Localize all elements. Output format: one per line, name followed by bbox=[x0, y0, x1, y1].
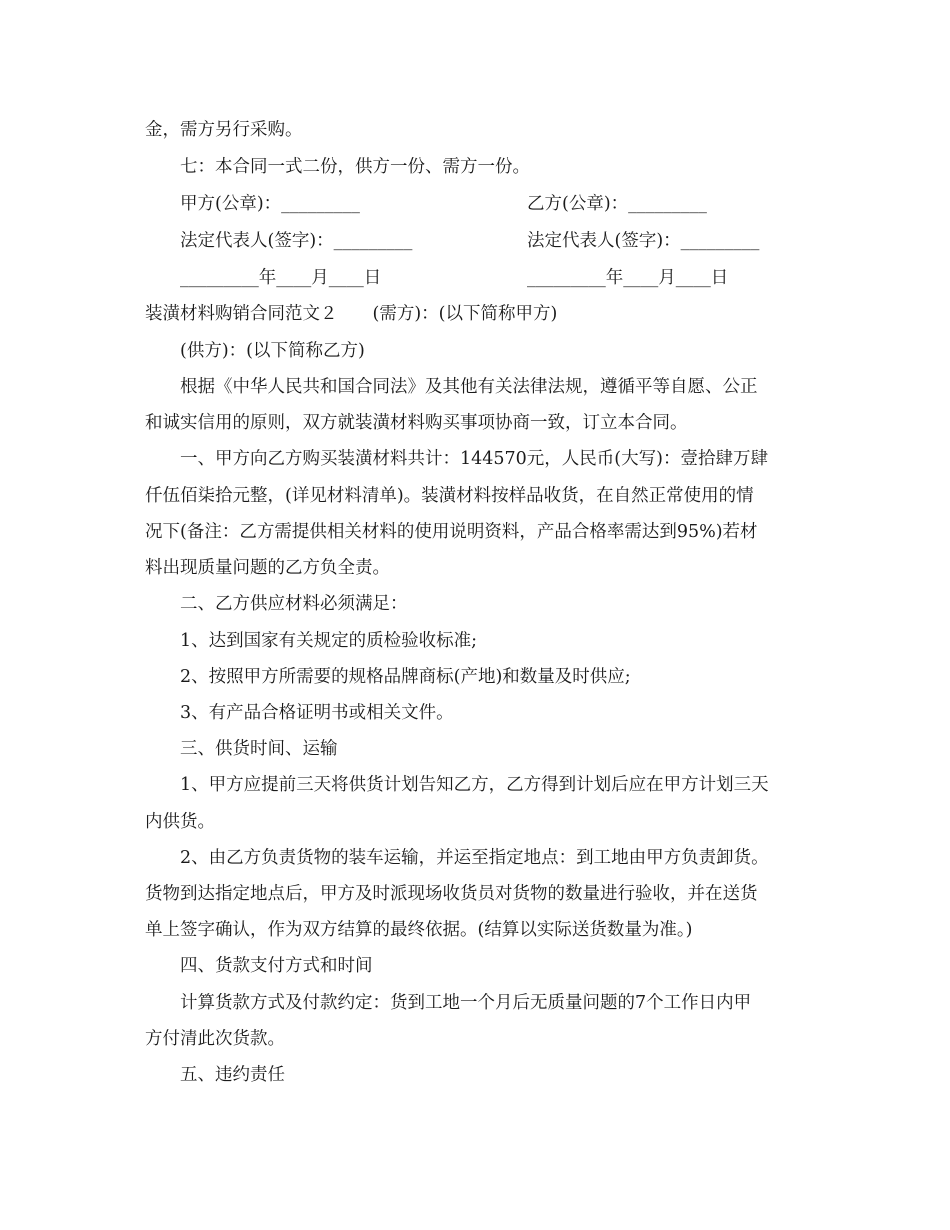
paragraph-line: 仟伍佰柒拾元整，(详见材料清单)。装潢材料按样品收货，在自然正常使用的情 bbox=[145, 486, 754, 506]
section-heading: 四、货款支付方式和时间 bbox=[180, 956, 373, 976]
paragraph-line: 内供货。 bbox=[145, 812, 215, 832]
paragraph-line: 计算货款方式及付款约定：货到工地一个月后无质量问题的7个工作日内甲 bbox=[180, 993, 752, 1013]
paragraph-line: 七：本合同一式二份，供方一份、需方一份。 bbox=[180, 157, 530, 177]
supplier-line: (供方)：(以下简称乙方) bbox=[180, 341, 365, 361]
paragraph-line: 1、甲方应提前三天将供货计划告知乙方，乙方得到计划后应在甲方计划三天 bbox=[180, 775, 769, 795]
party-b-representative-field: 法定代表人(签字)：_________ bbox=[527, 231, 760, 251]
party-b-date-field: _________年____月____日 bbox=[527, 268, 729, 288]
paragraph-line: 货物到达指定地点后，甲方及时派现场收货员对货物的数量进行验收，并在送货 bbox=[145, 884, 758, 904]
list-item: 1、达到国家有关规定的质检验收标准; bbox=[180, 631, 478, 651]
paragraph-line: 单上签字确认，作为双方结算的最终依据。(结算以实际送货数量为准。) bbox=[145, 920, 693, 940]
party-a-seal-field: 甲方(公章)：_________ bbox=[180, 194, 360, 214]
paragraph-line: 根据《中华人民共和国合同法》及其他有关法律法规，遵循平等自愿、公正 bbox=[180, 377, 758, 397]
section-heading: 三、供货时间、运输 bbox=[180, 739, 338, 759]
list-item: 2、按照甲方所需要的规格品牌商标(产地)和数量及时供应; bbox=[180, 667, 631, 687]
contract-heading-line: 装潢材料购销合同范文２ (需方)：(以下简称甲方) bbox=[145, 304, 558, 324]
section-heading: 二、乙方供应材料必须满足： bbox=[180, 594, 408, 614]
paragraph-line: 料出现质量问题的乙方负全责。 bbox=[145, 558, 390, 578]
paragraph-line: 金，需方另行采购。 bbox=[145, 120, 303, 140]
paragraph-line: 2、由乙方负责货物的装车运输，并运至指定地点：到工地由甲方负责卸货。 bbox=[180, 848, 769, 868]
party-a-representative-field: 法定代表人(签字)：_________ bbox=[180, 231, 413, 251]
paragraph-line: 和诚实信用的原则，双方就装潢材料购买事项协商一致，订立本合同。 bbox=[145, 413, 688, 433]
paragraph-line: 况下(备注：乙方需提供相关材料的使用说明资料，产品合格率需达到95%)若材 bbox=[145, 522, 758, 542]
section-heading: 五、违约责任 bbox=[180, 1065, 285, 1085]
paragraph-line: 方付清此次货款。 bbox=[145, 1029, 285, 1049]
list-item: 3、有产品合格证明书或相关文件。 bbox=[180, 703, 454, 723]
paragraph-line: 一、甲方向乙方购买装潢材料共计：144570元，人民币(大写)：壹拾肆万肆 bbox=[180, 449, 768, 469]
party-b-seal-field: 乙方(公章)：_________ bbox=[527, 194, 707, 214]
party-a-date-field: _________年____月____日 bbox=[180, 268, 382, 288]
